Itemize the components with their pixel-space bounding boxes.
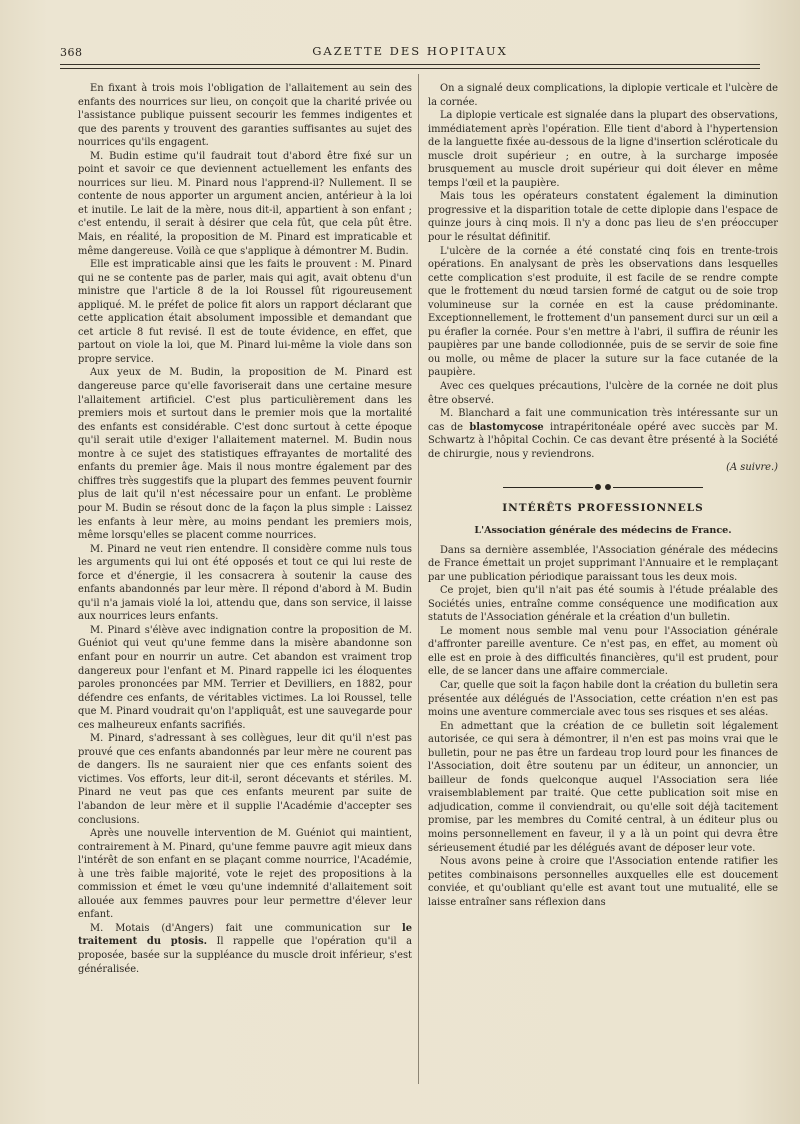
page-header xyxy=(60,40,760,62)
paragraph: Mais tous les opérateurs constatent également la diminution progressive et la disparition totale de cette diplopie dans l'espace de quinze jours à cinq mois. Il n'y a donc pas lieu de s'en préoccuper pour le résultat définitif. xyxy=(428,191,778,244)
paragraph-ptosis xyxy=(78,922,412,976)
paragraph: En fixant à trois mois l'obligation de l'allaitement au sein des enfants des nourrices sur lieu, on conçoit que la charité privée ou l'assistance publique puissent secourir les femmes indigentes et que des parents y trouvent des garanties suffisantes au sujet des nourrices qu'ils engagent. xyxy=(78,83,412,149)
column-divider xyxy=(418,74,419,1084)
left-column xyxy=(78,82,412,976)
paragraph: Après une nouvelle intervention de M. Guéniot qui maintient, contrairement à M. Pinard, qu'une femme pauvre agit mieux dans l'intérêt de son enfant en se plaçant comme nourrice, l'Académie, à une très faible majorité, vote le rejet des propositions à la commission et émet le vœu qu'une indemnité d'allaitement soit allouée aux femmes pauvres pour leur permettre d'élever leur enfant. xyxy=(78,828,412,921)
text-bold: blastomycose xyxy=(469,421,544,433)
paragraph-blanchard xyxy=(428,407,778,461)
paragraph: Avec ces quelques précautions, l'ulcère de la cornée ne doit plus être observé. xyxy=(428,381,778,406)
section-separator xyxy=(428,481,778,495)
paragraph: Aux yeux de M. Budin, la proposition de M. Pinard est dangereuse parce qu'elle favoriserait dans une certaine mesure l'allaitement artificiel. C'est plus particulièrement dans les premiers mois et surtout dans le premier mois que la mortalité des enfants est considérable. C'est donc surtout à cette époque qu'il serait utile d'exiger l'allaitement maternel. M. Budin nous montre à ce sujet des statistiques effrayantes de mortalité des enfants du premier âge. Mais il nous montre également par des chiffres très suggestifs que la plupart des femmes peuvent fournir plus de lait qu'il n'est nécessaire pour un enfant. Le problème pour M. Budin se résout donc de la façon la plus simple : Laissez les enfants à leur mère, au moins pendant les premiers mois, même lorsqu'elles se placent comme nourrices. xyxy=(78,367,412,542)
right-column xyxy=(428,82,778,909)
text-lead: M. Motais (d'Angers) fait une communication sur xyxy=(90,922,402,934)
text-lead: M. Blanchard a fait une communication très intéressante sur un cas de xyxy=(428,408,778,433)
paragraph: M. Budin estime qu'il faudrait tout d'abord être fixé sur un point et savoir ce que deviennent actuellement les enfants des nourrices sur lieu. M. Pinard nous l'apprend-il? Nullement. Il se contente de nous apporter un argument ancien, antérieur à la loi et inutile. Le lait de la mère, nous dit-il, appartient à son enfant ; c'est entendu, il serait à désirer que cela fût, que cela pût être. Mais, en réalité, la proposition de M. Pinard est impraticable et même dangereuse. Voilà ce que s'applique à démontrer M. Budin. xyxy=(78,150,412,257)
paragraph: La diplopie verticale est signalée dans la plupart des observations, immédiatement après l'opération. Elle tient d'abord à l'hypertension de la languette fixée au-dessous de la ligne d'insertion scléroticale du muscle droit supérieur ; en outre, à la surcharge imposée brusquement au muscle droit supérieur qui doit élever en même temps l'œil et la paupière. xyxy=(428,110,778,189)
paragraph: M. Pinard, s'adressant à ses collègues, leur dit qu'il n'est pas prouvé que ces enfants abandonnés par leur mère ne courent pas de dangers. Ils ne sauraient nier que ces enfants soient des victimes. Vos efforts, leur dit-il, seront décevants et stériles. M. Pinard ne veut pas que ces enfants meurent par suite de l'abandon de leur mère et il supplie l'Académie d'accepter ses conclusions. xyxy=(78,733,412,826)
text-bold: le traitement du ptosis. xyxy=(78,922,412,948)
paragraph: En admettant que la création de ce bulletin soit légalement autorisée, ce qui sera à démontrer, il n'en est pas moins vrai que le bulletin, pour ne pas être un fardeau trop lourd pour les finances de l'Association, doit être soutenu par un éditeur, un annoncier, un bailleur de fonds quelconque auquel l'Association sera liée vraisemblablement par traité. Que cette publication soit mise en adjudication, comme il conviendrait, ou qu'elle soit déjà tacitement promise, par les membres du Comité central, à un éditeur plus ou moins personnellement en faveur, il y a là un point qui devra être sérieusement étudié par les délégués avant de déposer leur vote. xyxy=(428,720,778,854)
paragraph: Le moment nous semble mal venu pour l'Association générale d'affronter pareille aventure. Ce n'est pas, en effet, au moment où elle est en proie à des difficultés financières, qu'il est prudent, pour elle, de se lancer dans une affaire commerciale. xyxy=(428,625,778,678)
header-rule-thin xyxy=(60,68,760,69)
running-title: GAZETTE DES HOPITAUX xyxy=(312,44,508,58)
paragraph: On a signalé deux complications, la diplopie verticale et l'ulcère de la cornée. xyxy=(428,83,778,108)
paragraph: Car, quelle que soit la façon habile dont la création du bulletin sera présentée aux délégués de l'Association, cette création n'en est pas moins une aventure commerciale avec tous ses risques et ses aléas. xyxy=(428,679,778,719)
header-rule xyxy=(60,64,760,65)
paragraph: Nous avons peine à croire que l'Association entende ratifier les petites combinaisons personnelles auxquelles elle est doucement conviée, et qu'oubliant qu'elle est avant tout une mutualité, elle se laisse entraîner sans réflexion dans xyxy=(428,856,778,908)
paragraph: Elle est impraticable ainsi que les faits le prouvent : M. Pinard qui ne se contente pas de parler, mais qui agit, avait obtenu d'un ministre que l'article 8 de la loi Roussel fût rigoureusement appliqué. M. le préfet de police fit alors un rapport déclarant que cette application était absolument impossible et demandant que cet article 8 fut revisé. Il est de toute évidence, en effet, que partout on viole la loi, que M. Pinard lui-même la viole dans son propre service. xyxy=(78,259,412,365)
text-rest: Il rappelle que l'opération qu'il a proposée, basée sur la suppléance du muscle droit inférieur, s'est généralisée. xyxy=(78,936,412,975)
paragraph: Dans sa dernière assemblée, l'Association générale des médecins de France émettait un projet supprimant l'Annuaire et le remplaçant par une publication périodique paraissant tous les deux mois. xyxy=(428,544,778,583)
page-number: 368 xyxy=(60,46,83,59)
paragraph: Ce projet, bien qu'il n'ait pas été soumis à l'étude préalable des Sociétés unies, entraîne comme conséquence une modification aux statuts de l'Association générale et la création d'un bulletin. xyxy=(428,585,778,624)
section-title: INTÉRÊTS PROFESSIONNELS xyxy=(502,502,704,515)
paragraph: M. Pinard s'élève avec indignation contre la proposition de M. Guéniot qui veut qu'une femme dans la misère abandonne son enfant pour en nourrir un autre. Cet abandon est vraiment trop dangereux pour l'enfant et M. Pinard rappelle ici les éloquentes paroles prononcées par MM. Terrier et Devilliers, en 1882, pour défendre ces enfants, de véritables victimes. La loi Roussel, telle que M. Pinard voudrait qu'on l'appliquât, est une sauvegarde pour ces malheureux enfants sacrifiés. xyxy=(78,624,412,731)
paragraph: M. Pinard ne veut rien entendre. Il considère comme nuls tous les arguments qui lui ont été opposés et tout ce qui lui reste de force et d'énergie, il les consacrera à soutenir la cause des enfants abandonnés par leur mère. Il répond d'abord à M. Budin qu'il n'a jamais violé la loi, attendu que, dans son service, il laisse aux nourrices leurs enfants. xyxy=(78,543,412,623)
text-rest: intrapéritonéale opéré avec succès par M. Schwartz à l'hôpital Cochin. Ce cas devant être présenté à la Société de chirurgie, nous y reviendrons. xyxy=(428,421,778,460)
to-follow: (A suivre.) xyxy=(726,462,778,474)
subsection-title: L'Association générale des médecins de France. xyxy=(474,524,732,536)
paragraph: L'ulcère de la cornée a été constaté cinq fois en trente-trois opérations. En analysant de près les observations dans lesquelles cette complication s'est produite, il est facile de se rendre compte que le frottement du nœud tarsien formé de catgut ou de soie trop volumineuse sur la cornée en est la cause prédominante. Exceptionnellement, le frottement d'un pansement durci sur un œil a pu érafler la cornée. Pour s'en mettre à l'abri, il suffira de réunir les paupières par une bande collodionnée, puis de se servir de soie fine ou molle, ou même de placer la suture sur la face cutanée de la paupière. xyxy=(428,245,778,379)
